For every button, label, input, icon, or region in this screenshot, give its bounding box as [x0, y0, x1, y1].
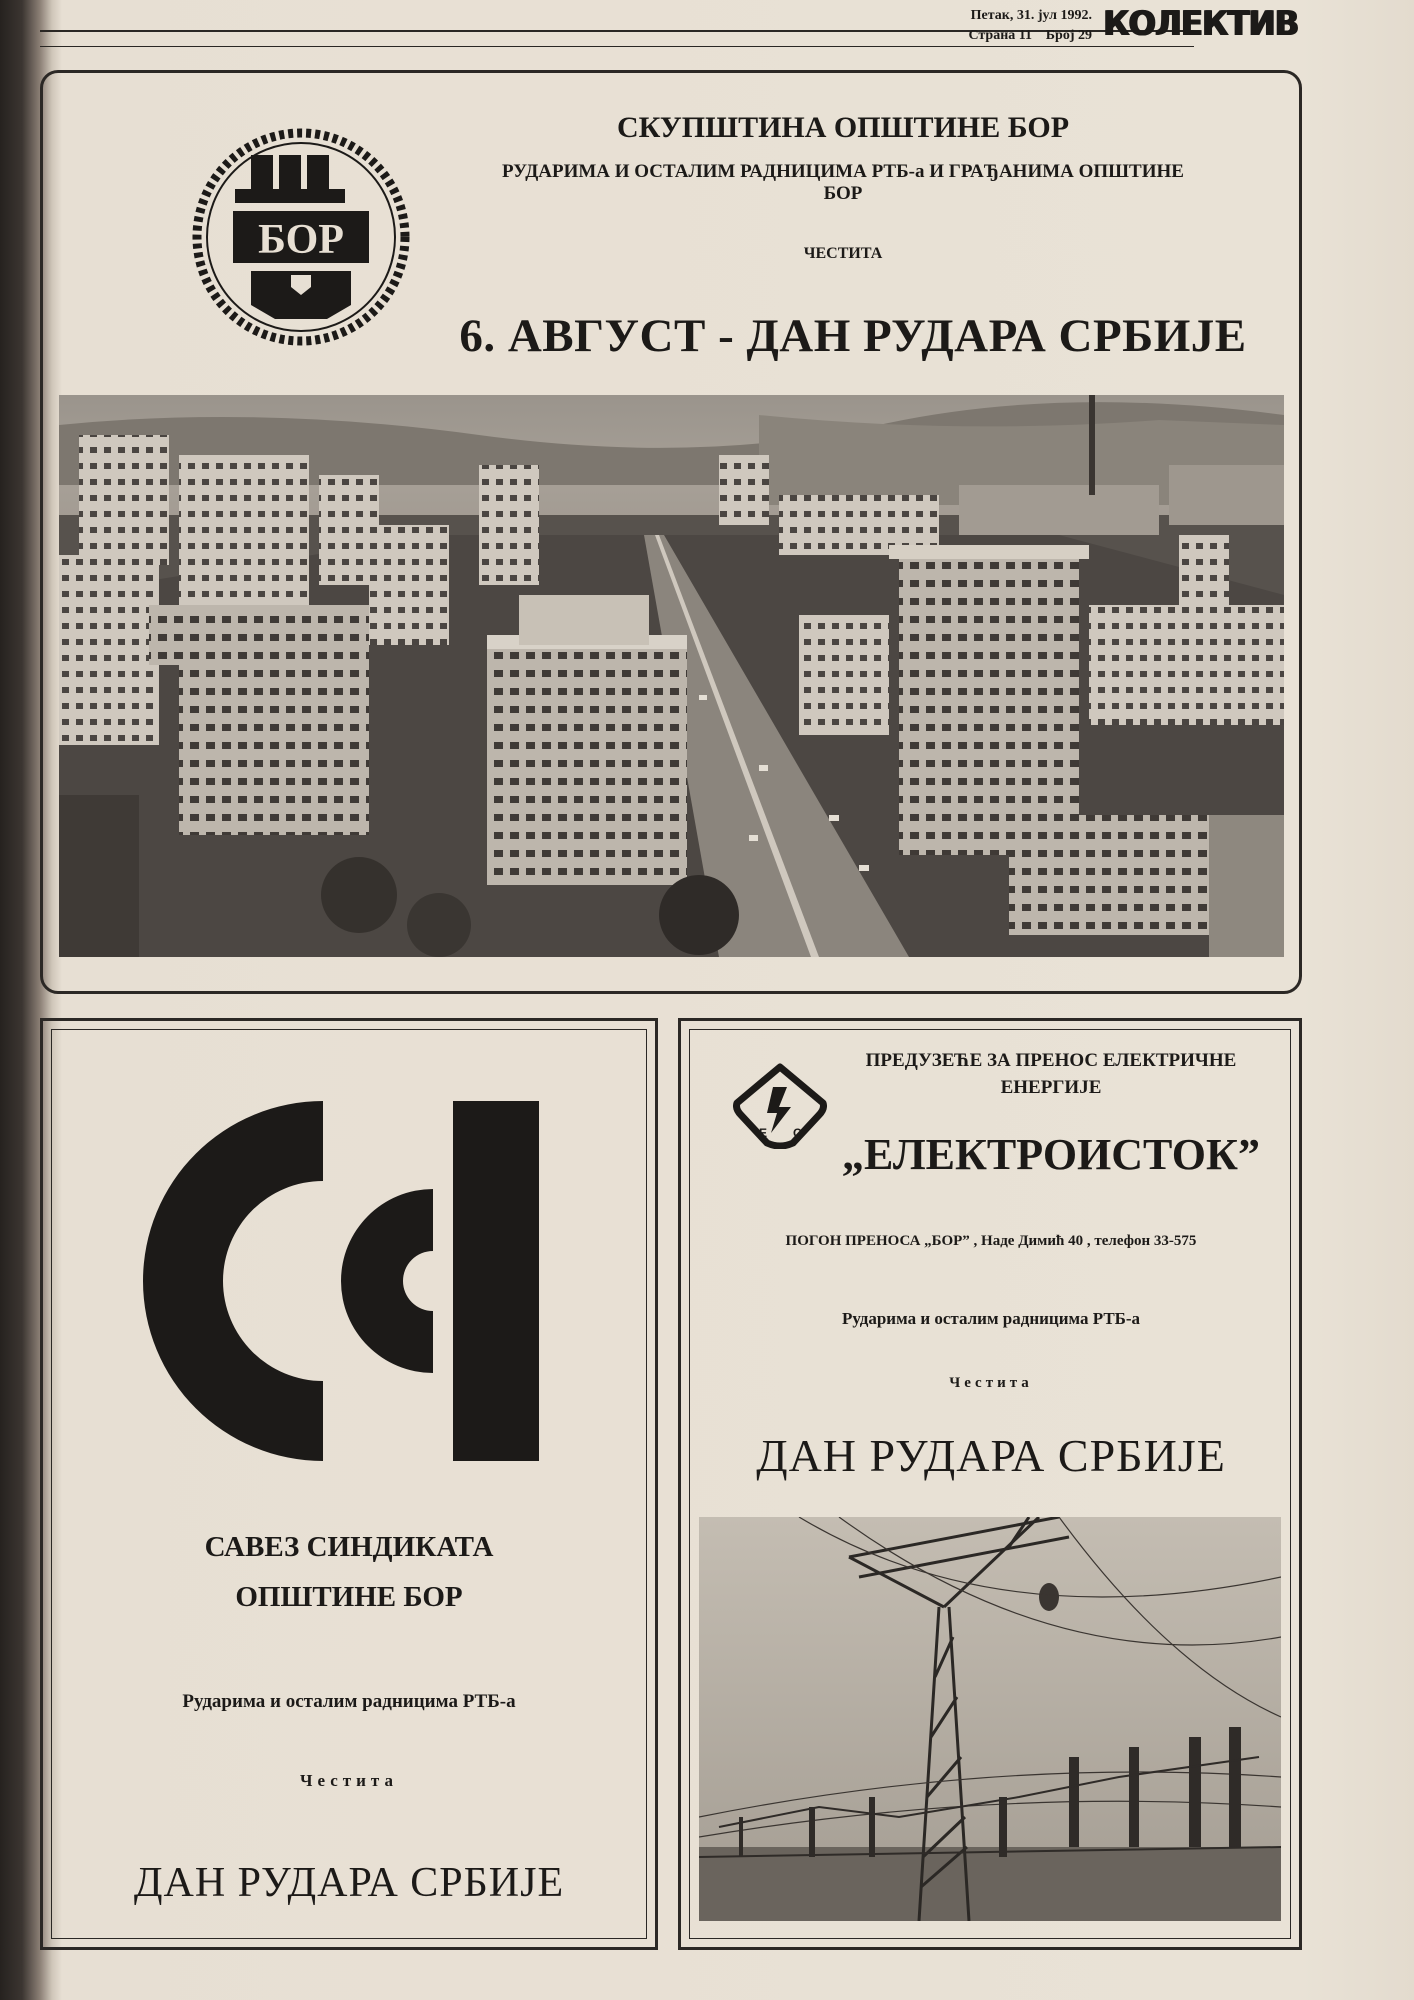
power-substation-photo	[699, 1517, 1281, 1921]
union-congratulates: Честита	[300, 1771, 398, 1790]
masthead-rule-thin	[40, 46, 1194, 47]
eis-logo-icon	[733, 1063, 827, 1149]
bor-crest-icon	[185, 121, 417, 353]
municipality-headline: 6. АВГУСТ - ДАН РУДАРА СРБИЈЕ	[459, 310, 1247, 362]
municipality-title: СКУПШТИНА ОПШТИНЕ БОР	[616, 111, 1070, 144]
union-name-line2: ОПШТИНЕ БОР	[235, 1581, 463, 1613]
issue-date: Петак, 31. јул 1992.	[970, 8, 1092, 23]
elektroistok-addressees: Рударима и осталим радницима РТБ-а	[841, 1309, 1141, 1328]
elektroistok-congratulates: Честита	[949, 1375, 1033, 1391]
svg-text:Е: Е	[759, 1126, 768, 1140]
elektroistok-headline: ДАН РУДАРА СРБИЈЕ	[756, 1430, 1226, 1481]
plant-address: ПОГОН ПРЕНОСА „БОР” , Наде Димић 40 , телефон 33-575	[785, 1233, 1197, 1249]
crest-text: БОР	[258, 217, 344, 263]
municipality-addressees: РУДАРИМА И ОСТАЛИМ РАДНИЦИМА РТБ-а И ГРАЂАНИМА ОПШТИНЕ БОР	[502, 161, 1184, 204]
svg-text:С: С	[793, 1126, 802, 1140]
page-number: Страна 11	[968, 28, 1032, 43]
union-advertisement	[40, 1018, 658, 1950]
union-name-line1: САВЕЗ СИНДИКАТА	[204, 1531, 494, 1563]
city-aerial-photo	[59, 395, 1284, 957]
elektroistok-advertisement	[678, 1018, 1302, 1950]
union-headline: ДАН РУДАРА СРБИЈЕ	[133, 1860, 565, 1906]
municipality-advertisement	[40, 70, 1302, 994]
issue-number: Број 29	[1045, 28, 1092, 43]
masthead	[40, 0, 1314, 52]
union-logo-icon	[143, 1101, 563, 1461]
union-addressees: Рударима и осталим радницима РТБ-а	[182, 1691, 516, 1712]
newspaper-logo: КОЛЕКТИВ	[1103, 4, 1299, 44]
company-name: „ЕЛЕКТРОИСТОК”	[842, 1130, 1260, 1179]
company-type: ПРЕДУЗЕЋЕ ЗА ПРЕНОС ЕЛЕКТРИЧНЕ ЕНЕРГИЈЕ	[865, 1050, 1237, 1098]
municipality-congratulates: ЧЕСТИТА	[803, 245, 883, 262]
